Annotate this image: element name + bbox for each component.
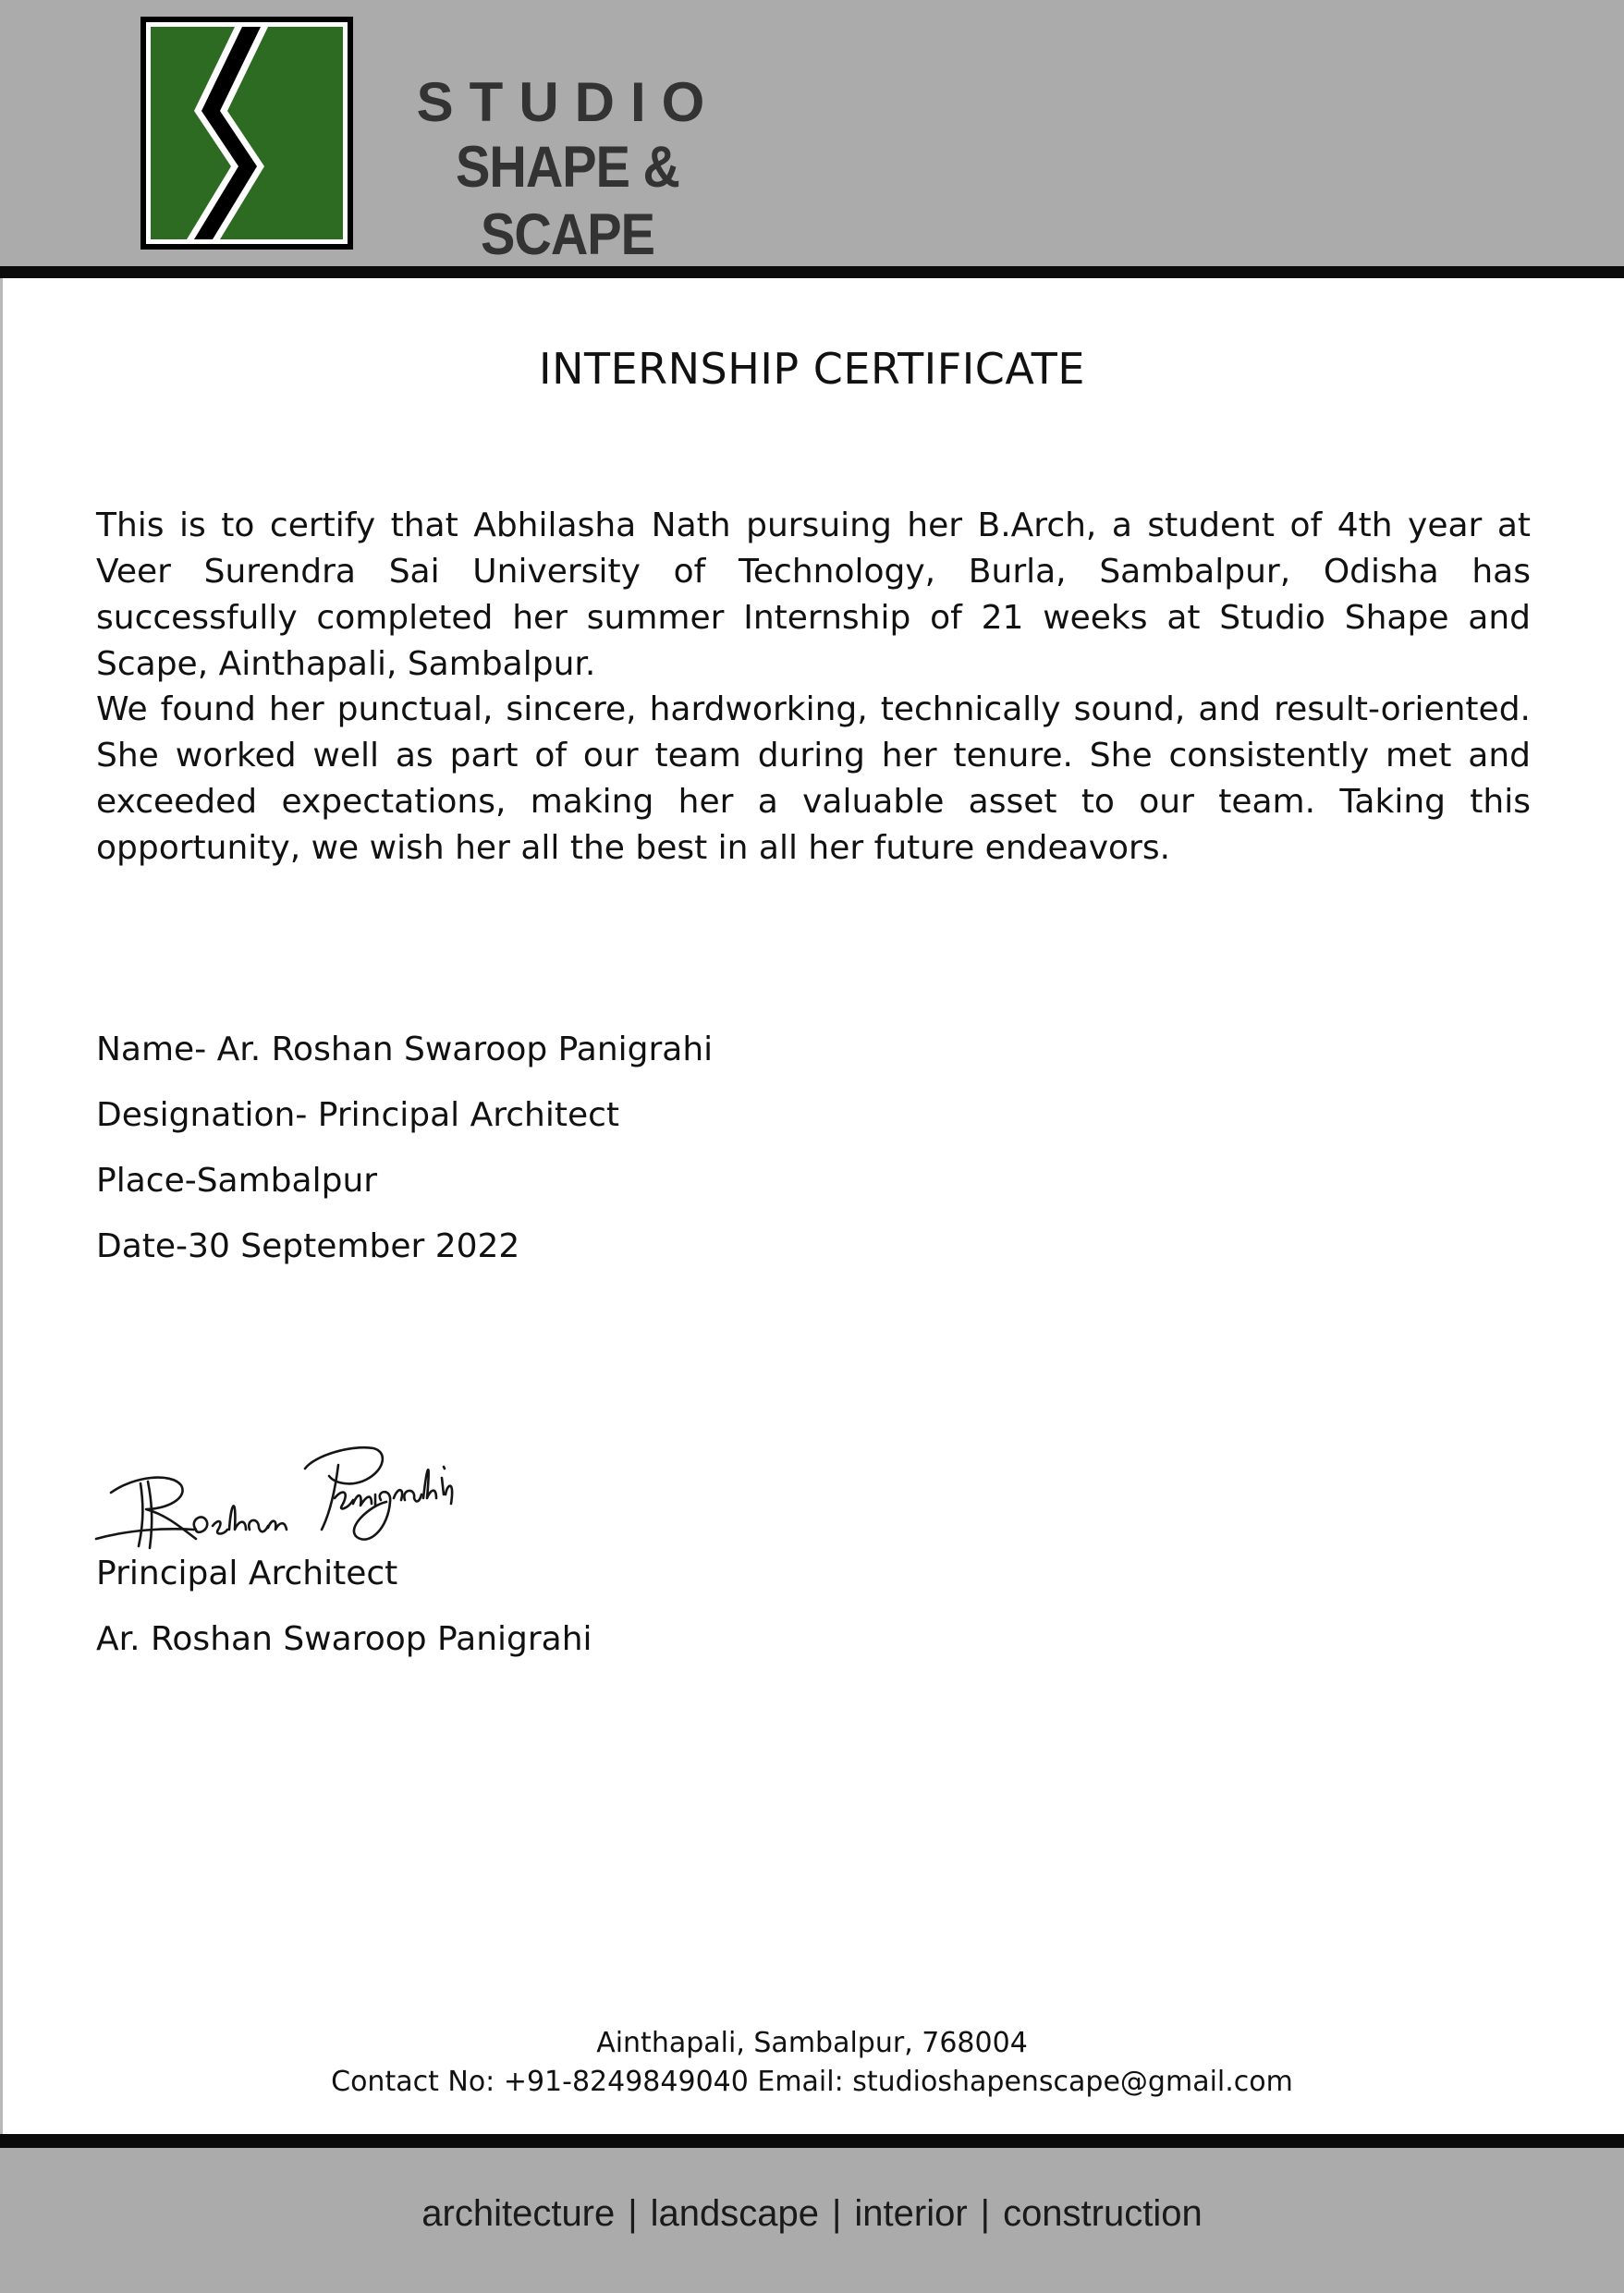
place-line: Place-Sambalpur	[96, 1162, 378, 1200]
signature-role: Principal Architect	[96, 1555, 398, 1592]
service-separator: |	[832, 2193, 842, 2234]
brand-name-studio: STUDIO	[416, 71, 721, 133]
signatory-name-line: Name- Ar. Roshan Swaroop Panigrahi	[96, 1031, 714, 1068]
date-line: Date-30 September 2022	[96, 1227, 520, 1265]
service-landscape: landscape	[650, 2193, 820, 2234]
signatory-designation-line: Designation- Principal Architect	[96, 1096, 620, 1134]
service-interior: interior	[854, 2193, 968, 2234]
header-divider	[0, 266, 1624, 278]
certificate-paragraph-1: This is to certify that Abhilasha Nath pursuing her B.Arch, a student of 4th year at Veer Surendra Sai University of Technology, Burla, Sambalpur, Odisha has successfully completed her summer Internship of 21 weeks at Studio Shape and Scape, Ainthapali, Sambalpur.	[96, 506, 1531, 683]
studio-address: Ainthapali, Sambalpur, 768004	[596, 2027, 1028, 2059]
brand-name-shape-scape: SHAPE & SCAPE	[456, 134, 679, 267]
service-architecture: architecture	[421, 2193, 616, 2234]
signature-name: Ar. Roshan Swaroop Panigrahi	[96, 1620, 592, 1658]
footer-divider	[0, 2134, 1624, 2148]
certificate-paragraph-2: We found her punctual, sincere, hardworking, technically sound, and result-oriented. She worked well as part of our team during her tenure. She consistently met and exceeded expectations, making her a valuable asset to our team. Taking this opportunity, we wish her all the best in all her future endeavors.	[96, 690, 1531, 867]
services-list	[0, 2193, 1624, 2235]
service-separator: |	[628, 2193, 638, 2234]
handwritten-signature	[92, 1391, 481, 1557]
studio-contact: Contact No: +91-8249849040 Email: studioshapenscape@gmail.com	[331, 2066, 1293, 2098]
service-construction: construction	[1003, 2193, 1203, 2234]
studio-logo-icon	[140, 17, 353, 250]
certificate-title: INTERNSHIP CERTIFICATE	[539, 344, 1085, 394]
service-separator: |	[980, 2193, 991, 2234]
